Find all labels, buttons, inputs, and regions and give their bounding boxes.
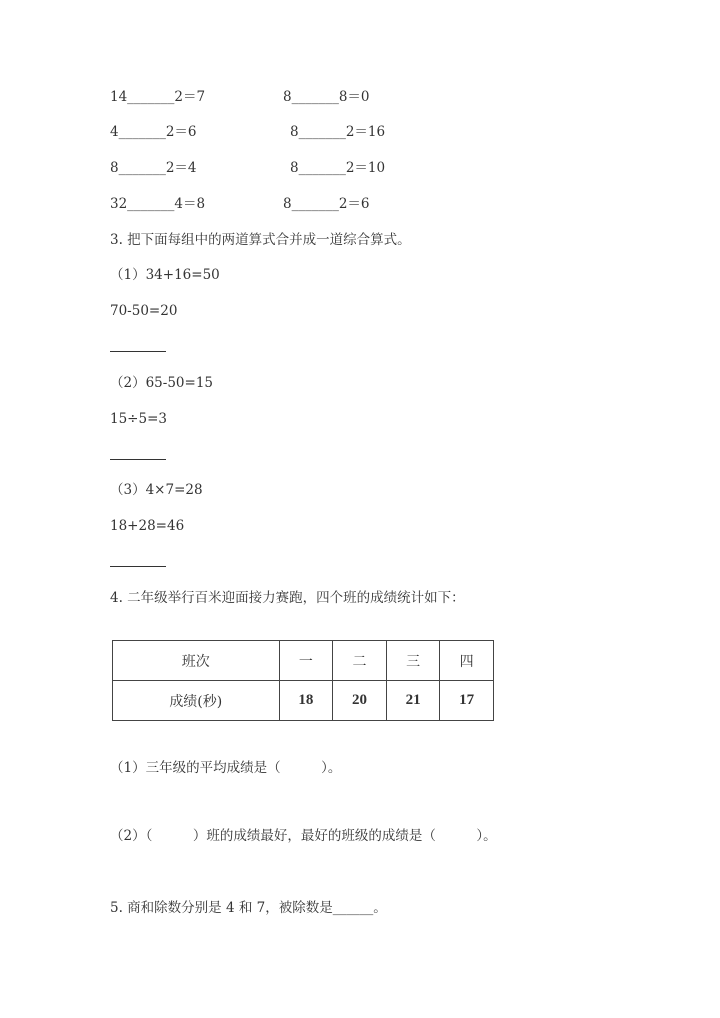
equation-4-left: 32_______4＝8 bbox=[110, 196, 206, 212]
answer-line-3 bbox=[110, 566, 166, 567]
equation-3-left: 8_______2＝4 bbox=[110, 160, 197, 176]
equation-2-right: 8_______2＝16 bbox=[290, 124, 386, 140]
q3-group-3-b: 18+28=46 bbox=[110, 518, 185, 534]
q4-sub-2: （2）（ ）班的成绩最好，最好的班级的成绩是（ ）。 bbox=[110, 828, 497, 844]
table-cell: 21 bbox=[386, 681, 440, 721]
table-cell: 四 bbox=[440, 641, 494, 681]
table-cell: 一 bbox=[279, 641, 333, 681]
table-row bbox=[113, 681, 494, 721]
table-cell: 17 bbox=[440, 681, 494, 721]
q3-group-3-a: （3）4×7=28 bbox=[110, 482, 203, 498]
q3-group-2-b: 15÷5=3 bbox=[110, 411, 167, 427]
equation-2-left: 4_______2＝6 bbox=[110, 124, 197, 140]
table-cell: 20 bbox=[333, 681, 387, 721]
answer-line-2 bbox=[110, 459, 166, 460]
equation-3-right: 8_______2＝10 bbox=[290, 160, 386, 176]
table-cell: 二 bbox=[333, 641, 387, 681]
q3-group-2-a: （2）65-50=15 bbox=[110, 375, 213, 391]
equation-1-left: 14_______2＝7 bbox=[110, 89, 206, 105]
table-cell: 18 bbox=[279, 681, 333, 721]
equation-4-right: 8_______2＝6 bbox=[283, 196, 370, 212]
question-5: 5. 商和除数分别是 4 和 7，被除数是______。 bbox=[110, 900, 387, 916]
q4-sub-1: （1）三年级的平均成绩是（ ）。 bbox=[110, 760, 342, 776]
answer-line-1 bbox=[110, 351, 166, 352]
q3-group-1-a: （1）34+16=50 bbox=[110, 267, 220, 283]
table-cell: 班次 bbox=[113, 641, 280, 681]
results-table bbox=[112, 640, 494, 721]
table-cell: 三 bbox=[386, 641, 440, 681]
question-3-title: 3. 把下面每组中的两道算式合并成一道综合算式。 bbox=[110, 232, 411, 248]
table-cell: 成绩(秒) bbox=[113, 681, 280, 721]
question-4-title: 4. 二年级举行百米迎面接力赛跑，四个班的成绩统计如下： bbox=[110, 590, 465, 606]
equation-1-right: 8_______8＝0 bbox=[283, 89, 370, 105]
q3-group-1-b: 70-50=20 bbox=[110, 303, 178, 319]
table-header-row bbox=[113, 641, 494, 681]
